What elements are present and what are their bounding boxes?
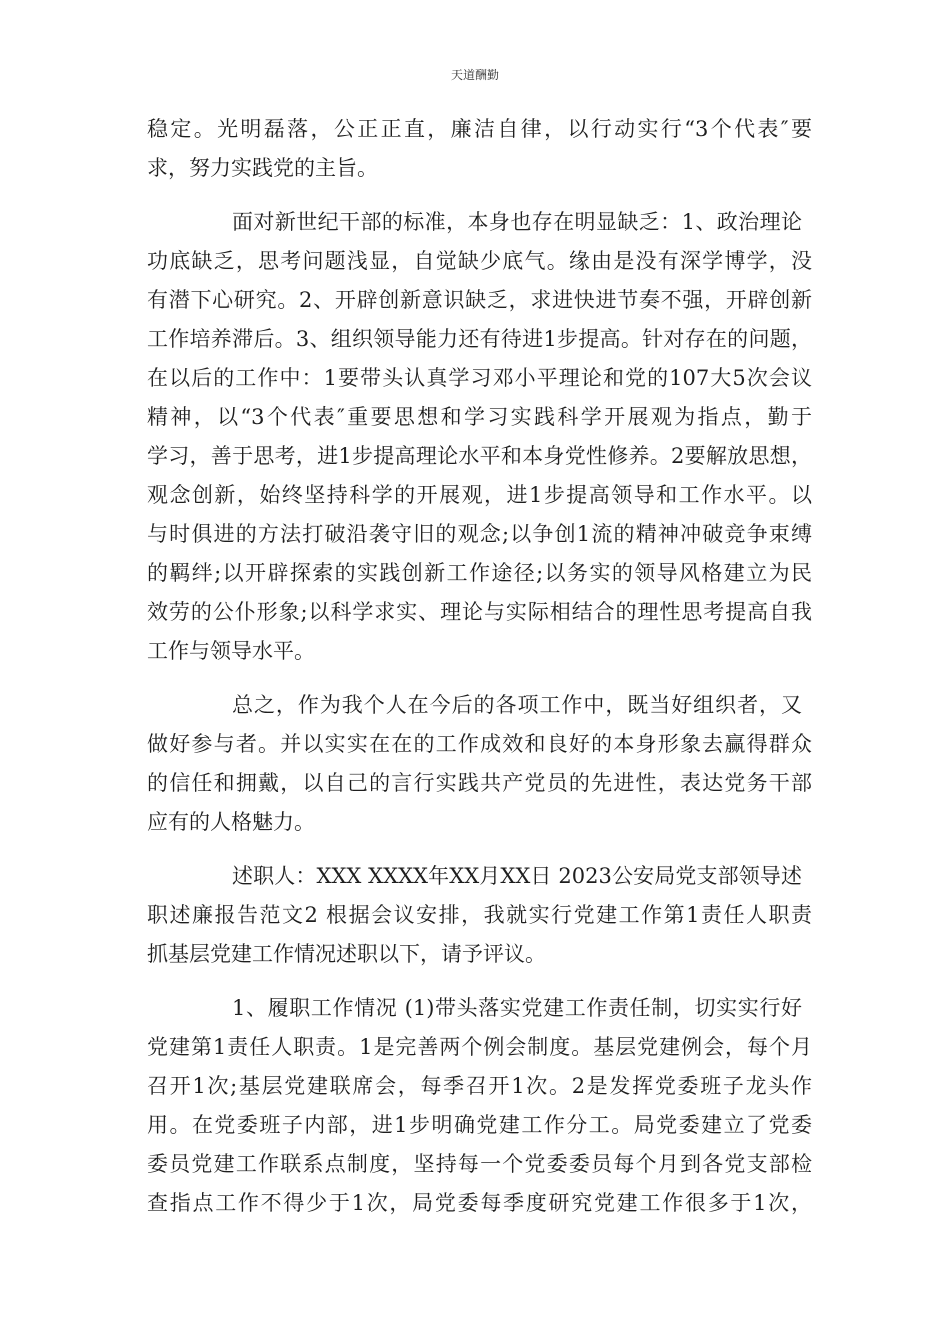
paragraph-line: 功底缺乏，思考问题浅显，自觉缺少底气。缘由是没有深学博学，没 <box>147 249 812 273</box>
paragraph-line: 党建第1责任人职责。1是完善两个例会制度。基层党建例会，每个月 <box>147 1035 812 1059</box>
paragraph-line: 述职人：XXX XXXX年XX月XX日 2023公安局党支部领导述 <box>232 864 802 888</box>
page-header: 天道酬勤 <box>450 68 499 82</box>
paragraph-line: 应有的人格魅力。 <box>147 810 315 834</box>
paragraph-line: 查指点工作不得少于1次，局党委每季度研究党建工作很多于1次， <box>147 1191 812 1215</box>
paragraph-line: 工作培养滞后。3、组织领导能力还有待进1步提高。针对存在的问题， <box>147 327 812 351</box>
paragraph <box>147 686 812 842</box>
paragraph-line: 精神，以“3个代表″重要思想和学习实践科学开展观为指点，勤于 <box>147 405 812 429</box>
document-body <box>147 110 812 1238</box>
paragraph-line: 面对新世纪干部的标准，本身也存在明显缺乏：1、政治理论 <box>232 210 802 234</box>
paragraph <box>147 203 812 671</box>
paragraph-line: 观念创新，始终坚持科学的开展观，进1步提高领导和工作水平。以 <box>147 483 812 507</box>
paragraph-line: 的信任和拥戴，以自己的言行实践共产党员的先进性，表达党务干部 <box>147 771 812 795</box>
paragraph <box>147 989 812 1223</box>
paragraph-line: 稳定。光明磊落，公正正直，廉洁自律，以行动实行“3个代表″要 <box>147 117 812 141</box>
paragraph-line: 的羁绊;以开辟探索的实践创新工作途径;以务实的领导风格建立为民 <box>147 561 812 585</box>
paragraph-line: 做好参与者。并以实实在在的工作成效和良好的本身形象去赢得群众 <box>147 732 812 756</box>
paragraph-line: 求，努力实践党的主旨。 <box>147 156 378 180</box>
paragraph-line: 效劳的公仆形象;以科学求实、理论与实际相结合的理性思考提高自我 <box>147 600 812 624</box>
paragraph-line: 有潜下心研究。2、开辟创新意识缺乏，求进快进节奏不强，开辟创新 <box>147 288 812 312</box>
paragraph-line: 委员党建工作联系点制度，坚持每一个党委委员每个月到各党支部检 <box>147 1152 812 1176</box>
paragraph-line: 用。在党委班子内部，进1步明确党建工作分工。局党委建立了党委 <box>147 1113 812 1137</box>
paragraph-line: 抓基层党建工作情况述职以下，请予评议。 <box>147 942 546 966</box>
paragraph-line: 召开1次;基层党建联席会，每季召开1次。2是发挥党委班子龙头作 <box>147 1074 812 1098</box>
paragraph-line: 总之，作为我个人在今后的各项工作中，既当好组织者，又 <box>232 693 802 717</box>
paragraph-line: 工作与领导水平。 <box>147 639 315 663</box>
paragraph-line: 学习，善于思考，进1步提高理论水平和本身党性修养。2要解放思想， <box>147 444 812 468</box>
paragraph-line: 职述廉报告范文2 根据会议安排，我就实行党建工作第1责任人职责 <box>147 903 812 927</box>
paragraph <box>147 857 812 974</box>
paragraph-line: 1、履职工作情况 (1)带头落实党建工作责任制，切实实行好 <box>232 996 802 1020</box>
paragraph <box>147 110 812 188</box>
paragraph-line: 在以后的工作中：1要带头认真学习邓小平理论和党的107大5次会议 <box>147 366 812 390</box>
paragraph-line: 与时俱进的方法打破沿袭守旧的观念;以争创1流的精神冲破竞争束缚 <box>147 522 812 546</box>
